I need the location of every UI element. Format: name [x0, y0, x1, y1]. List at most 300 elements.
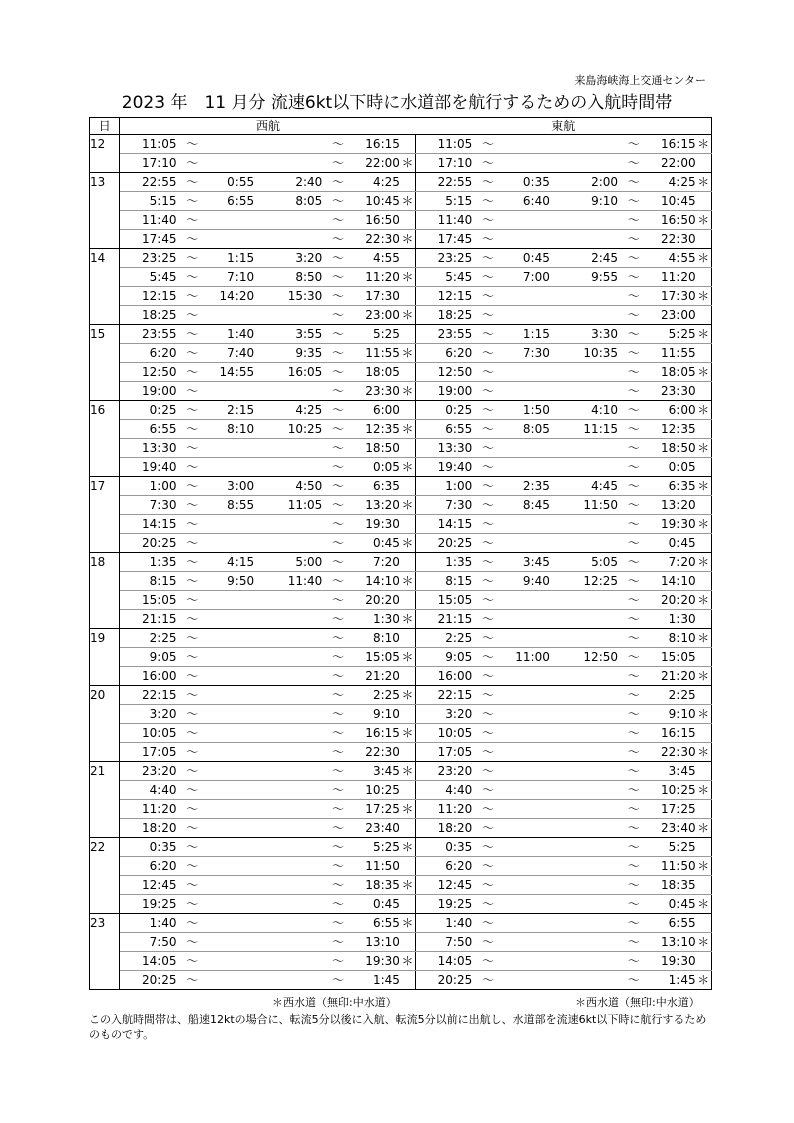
west-start-time: 12:15 — [120, 287, 177, 306]
east-west-channel-mark — [696, 306, 712, 325]
west-tilde: ～ — [177, 838, 208, 857]
east-end-time: 11:20 — [649, 268, 695, 287]
east-end-time: 6:00 — [649, 401, 695, 420]
east-break-start — [504, 135, 550, 154]
day-cell: 21 — [90, 762, 120, 781]
west-tilde: ～ — [322, 211, 353, 230]
west-break-end — [254, 971, 322, 990]
day-cell — [90, 344, 120, 363]
west-tilde: ～ — [177, 705, 208, 724]
east-tilde: ～ — [472, 743, 503, 762]
east-tilde: ～ — [618, 230, 649, 249]
west-break-end: 11:05 — [254, 496, 322, 515]
east-end-time: 13:20 — [649, 496, 695, 515]
day-cell: 23 — [90, 914, 120, 933]
header-west: 西航 — [120, 118, 416, 135]
east-end-time: 5:25 — [649, 838, 695, 857]
header-day: 日 — [90, 118, 120, 135]
west-break-end: 4:25 — [254, 401, 322, 420]
west-tilde: ～ — [177, 344, 208, 363]
west-start-time: 11:40 — [120, 211, 177, 230]
west-west-channel-mark: ＊ — [400, 420, 416, 439]
west-break-end — [254, 629, 322, 648]
east-break-start — [504, 800, 550, 819]
west-break-end: 10:25 — [254, 420, 322, 439]
east-tilde: ～ — [618, 553, 649, 572]
east-end-time: 5:25 — [649, 325, 695, 344]
east-break-start: 7:30 — [504, 344, 550, 363]
table-row — [90, 876, 712, 895]
east-tilde: ～ — [472, 211, 503, 230]
day-cell — [90, 496, 120, 515]
west-tilde: ～ — [322, 781, 353, 800]
day-cell — [90, 515, 120, 534]
east-tilde: ～ — [472, 705, 503, 724]
west-start-time: 14:05 — [120, 952, 177, 971]
east-end-time: 3:45 — [649, 762, 695, 781]
west-break-end — [254, 458, 322, 477]
west-tilde: ～ — [177, 971, 208, 990]
east-west-channel-mark: ＊ — [696, 325, 712, 344]
west-break-end — [254, 211, 322, 230]
west-end-time: 14:10 — [354, 572, 400, 591]
east-west-channel-mark: ＊ — [696, 895, 712, 914]
table-row — [90, 306, 712, 325]
east-tilde: ～ — [472, 420, 503, 439]
east-break-start: 2:35 — [504, 477, 550, 496]
west-west-channel-mark — [400, 781, 416, 800]
day-cell — [90, 572, 120, 591]
east-start-time: 12:50 — [416, 363, 473, 382]
east-tilde: ～ — [618, 477, 649, 496]
east-break-end — [550, 363, 618, 382]
east-break-start — [504, 705, 550, 724]
west-start-time: 20:25 — [120, 971, 177, 990]
west-tilde: ～ — [322, 363, 353, 382]
east-tilde: ～ — [618, 173, 649, 192]
table-row — [90, 325, 712, 344]
east-break-start — [504, 591, 550, 610]
east-west-channel-mark: ＊ — [696, 477, 712, 496]
east-start-time: 6:55 — [416, 420, 473, 439]
east-end-time: 0:05 — [649, 458, 695, 477]
west-west-channel-mark: ＊ — [400, 458, 416, 477]
east-tilde: ～ — [618, 933, 649, 952]
day-cell — [90, 458, 120, 477]
west-break-start: 6:55 — [208, 192, 254, 211]
west-start-time: 13:30 — [120, 439, 177, 458]
west-start-time: 9:05 — [120, 648, 177, 667]
east-break-start — [504, 211, 550, 230]
west-tilde: ～ — [177, 268, 208, 287]
west-end-time: 11:55 — [354, 344, 400, 363]
east-break-end — [550, 743, 618, 762]
table-row — [90, 914, 712, 933]
east-west-channel-mark: ＊ — [696, 211, 712, 230]
east-end-time: 23:30 — [649, 382, 695, 401]
day-cell — [90, 363, 120, 382]
east-break-start — [504, 971, 550, 990]
west-end-time: 18:35 — [354, 876, 400, 895]
east-break-start — [504, 933, 550, 952]
east-end-time: 22:30 — [649, 743, 695, 762]
east-tilde: ～ — [618, 895, 649, 914]
east-west-channel-mark: ＊ — [696, 287, 712, 306]
east-end-time: 10:45 — [649, 192, 695, 211]
west-break-end — [254, 230, 322, 249]
west-tilde: ～ — [322, 420, 353, 439]
east-start-time: 12:15 — [416, 287, 473, 306]
east-tilde: ～ — [472, 382, 503, 401]
west-break-end — [254, 781, 322, 800]
west-break-end: 3:20 — [254, 249, 322, 268]
east-break-end — [550, 439, 618, 458]
east-break-end — [550, 135, 618, 154]
west-end-time: 3:45 — [354, 762, 400, 781]
west-break-end: 15:30 — [254, 287, 322, 306]
table-row — [90, 515, 712, 534]
east-break-start — [504, 439, 550, 458]
day-cell: 18 — [90, 553, 120, 572]
east-start-time: 23:25 — [416, 249, 473, 268]
west-break-end: 11:40 — [254, 572, 322, 591]
west-end-time: 13:10 — [354, 933, 400, 952]
east-west-channel-mark: ＊ — [696, 401, 712, 420]
east-tilde: ～ — [618, 401, 649, 420]
east-tilde: ～ — [618, 306, 649, 325]
west-break-end: 9:35 — [254, 344, 322, 363]
west-tilde: ～ — [322, 458, 353, 477]
west-west-channel-mark: ＊ — [400, 306, 416, 325]
east-west-channel-mark: ＊ — [696, 173, 712, 192]
east-tilde: ～ — [618, 743, 649, 762]
west-end-time: 20:20 — [354, 591, 400, 610]
east-tilde: ～ — [618, 781, 649, 800]
west-end-time: 6:55 — [354, 914, 400, 933]
west-break-end — [254, 952, 322, 971]
east-tilde: ～ — [472, 439, 503, 458]
west-tilde: ～ — [177, 686, 208, 705]
table-row — [90, 211, 712, 230]
east-break-end — [550, 686, 618, 705]
west-start-time: 6:20 — [120, 344, 177, 363]
west-break-end — [254, 800, 322, 819]
west-tilde: ～ — [322, 135, 353, 154]
west-west-channel-mark — [400, 325, 416, 344]
east-tilde: ～ — [472, 553, 503, 572]
east-tilde: ～ — [472, 933, 503, 952]
west-tilde: ～ — [322, 686, 353, 705]
east-break-start — [504, 914, 550, 933]
west-break-start — [208, 971, 254, 990]
east-end-time: 18:05 — [649, 363, 695, 382]
east-west-channel-mark — [696, 914, 712, 933]
east-tilde: ～ — [472, 192, 503, 211]
west-start-time: 3:20 — [120, 705, 177, 724]
west-break-start — [208, 895, 254, 914]
east-tilde: ～ — [618, 249, 649, 268]
west-tilde: ～ — [177, 553, 208, 572]
day-cell — [90, 306, 120, 325]
east-break-start: 6:40 — [504, 192, 550, 211]
east-end-time: 17:30 — [649, 287, 695, 306]
east-tilde: ～ — [618, 268, 649, 287]
west-tilde: ～ — [322, 895, 353, 914]
east-end-time: 7:20 — [649, 553, 695, 572]
east-start-time: 7:50 — [416, 933, 473, 952]
west-west-channel-mark — [400, 135, 416, 154]
east-break-start: 8:45 — [504, 496, 550, 515]
west-start-time: 17:05 — [120, 743, 177, 762]
east-break-start — [504, 743, 550, 762]
west-break-start: 0:55 — [208, 173, 254, 192]
east-end-time: 15:05 — [649, 648, 695, 667]
table-row — [90, 439, 712, 458]
east-break-end — [550, 705, 618, 724]
table-row — [90, 686, 712, 705]
west-break-start — [208, 800, 254, 819]
east-break-end — [550, 895, 618, 914]
west-start-time: 0:25 — [120, 401, 177, 420]
west-break-start — [208, 743, 254, 762]
east-tilde: ～ — [618, 610, 649, 629]
east-start-time: 1:00 — [416, 477, 473, 496]
west-end-time: 16:15 — [354, 724, 400, 743]
table-row — [90, 705, 712, 724]
west-break-start — [208, 667, 254, 686]
west-break-end — [254, 135, 322, 154]
east-break-end: 2:00 — [550, 173, 618, 192]
west-start-time: 1:00 — [120, 477, 177, 496]
east-tilde: ～ — [618, 667, 649, 686]
east-tilde: ～ — [472, 971, 503, 990]
west-end-time: 4:25 — [354, 173, 400, 192]
table-row — [90, 971, 712, 990]
east-break-end — [550, 914, 618, 933]
east-tilde: ～ — [618, 591, 649, 610]
west-tilde: ～ — [322, 857, 353, 876]
west-end-time: 22:30 — [354, 230, 400, 249]
west-west-channel-mark — [400, 173, 416, 192]
west-tilde: ～ — [177, 952, 208, 971]
east-start-time: 14:05 — [416, 952, 473, 971]
west-west-channel-mark — [400, 515, 416, 534]
east-tilde: ～ — [618, 496, 649, 515]
east-break-start — [504, 857, 550, 876]
west-tilde: ～ — [177, 420, 208, 439]
west-break-end: 4:50 — [254, 477, 322, 496]
west-break-end — [254, 895, 322, 914]
east-end-time: 21:20 — [649, 667, 695, 686]
day-cell — [90, 724, 120, 743]
east-start-time: 11:20 — [416, 800, 473, 819]
east-tilde: ～ — [472, 458, 503, 477]
east-tilde: ～ — [472, 230, 503, 249]
east-break-end: 10:35 — [550, 344, 618, 363]
east-break-end: 4:45 — [550, 477, 618, 496]
west-start-time: 5:15 — [120, 192, 177, 211]
east-start-time: 22:15 — [416, 686, 473, 705]
east-west-channel-mark: ＊ — [696, 705, 712, 724]
east-break-start — [504, 895, 550, 914]
east-tilde: ～ — [472, 306, 503, 325]
east-tilde: ～ — [618, 458, 649, 477]
east-start-time: 11:40 — [416, 211, 473, 230]
east-start-time: 19:00 — [416, 382, 473, 401]
east-tilde: ～ — [472, 591, 503, 610]
west-west-channel-mark: ＊ — [400, 344, 416, 363]
east-tilde: ～ — [618, 762, 649, 781]
east-break-end — [550, 230, 618, 249]
west-break-end — [254, 838, 322, 857]
west-tilde: ～ — [322, 610, 353, 629]
east-west-channel-mark: ＊ — [696, 135, 712, 154]
east-tilde: ～ — [618, 439, 649, 458]
west-west-channel-mark: ＊ — [400, 686, 416, 705]
west-tilde: ～ — [177, 401, 208, 420]
east-break-start — [504, 629, 550, 648]
west-end-time: 8:10 — [354, 629, 400, 648]
west-end-time: 9:10 — [354, 705, 400, 724]
west-tilde: ～ — [322, 876, 353, 895]
table-row — [90, 154, 712, 173]
west-legend-note: ＊西水道（無印:中水道） — [272, 996, 397, 1009]
west-west-channel-mark: ＊ — [400, 914, 416, 933]
day-cell — [90, 230, 120, 249]
west-break-start — [208, 781, 254, 800]
east-west-channel-mark — [696, 268, 712, 287]
east-start-time: 16:00 — [416, 667, 473, 686]
west-tilde: ～ — [177, 800, 208, 819]
east-west-channel-mark — [696, 724, 712, 743]
east-break-end: 5:05 — [550, 553, 618, 572]
west-tilde: ～ — [322, 173, 353, 192]
west-break-start — [208, 819, 254, 838]
east-tilde: ～ — [472, 724, 503, 743]
table-row — [90, 952, 712, 971]
west-tilde: ～ — [177, 496, 208, 515]
east-break-end: 4:10 — [550, 401, 618, 420]
west-west-channel-mark: ＊ — [400, 876, 416, 895]
east-start-time: 18:25 — [416, 306, 473, 325]
west-break-end: 8:50 — [254, 268, 322, 287]
east-tilde: ～ — [618, 363, 649, 382]
west-tilde: ～ — [322, 914, 353, 933]
west-break-start — [208, 211, 254, 230]
east-break-end — [550, 211, 618, 230]
east-tilde: ～ — [472, 914, 503, 933]
west-end-time: 10:25 — [354, 781, 400, 800]
west-tilde: ～ — [322, 629, 353, 648]
west-tilde: ～ — [322, 648, 353, 667]
east-start-time: 4:40 — [416, 781, 473, 800]
west-break-end: 5:00 — [254, 553, 322, 572]
east-tilde: ～ — [618, 154, 649, 173]
east-break-end — [550, 876, 618, 895]
west-start-time: 11:05 — [120, 135, 177, 154]
west-start-time: 19:00 — [120, 382, 177, 401]
west-tilde: ～ — [177, 857, 208, 876]
east-start-time: 19:25 — [416, 895, 473, 914]
west-start-time: 10:05 — [120, 724, 177, 743]
west-end-time: 18:05 — [354, 363, 400, 382]
west-break-start — [208, 705, 254, 724]
east-tilde: ～ — [618, 857, 649, 876]
west-start-time: 22:55 — [120, 173, 177, 192]
east-tilde: ～ — [618, 420, 649, 439]
east-end-time: 19:30 — [649, 952, 695, 971]
east-tilde: ～ — [618, 287, 649, 306]
west-break-end — [254, 914, 322, 933]
day-cell — [90, 971, 120, 990]
east-tilde: ～ — [618, 724, 649, 743]
east-break-end — [550, 458, 618, 477]
east-end-time: 1:30 — [649, 610, 695, 629]
west-start-time: 6:55 — [120, 420, 177, 439]
west-break-end — [254, 306, 322, 325]
west-start-time: 1:40 — [120, 914, 177, 933]
east-tilde: ～ — [618, 572, 649, 591]
day-cell — [90, 420, 120, 439]
east-end-time: 2:25 — [649, 686, 695, 705]
west-tilde: ～ — [177, 876, 208, 895]
west-west-channel-mark: ＊ — [400, 952, 416, 971]
east-start-time: 7:30 — [416, 496, 473, 515]
west-tilde: ～ — [177, 287, 208, 306]
east-end-time: 23:00 — [649, 306, 695, 325]
west-end-time: 22:00 — [354, 154, 400, 173]
east-start-time: 20:25 — [416, 971, 473, 990]
west-start-time: 21:15 — [120, 610, 177, 629]
east-west-channel-mark — [696, 154, 712, 173]
west-break-start: 8:55 — [208, 496, 254, 515]
east-end-time: 18:50 — [649, 439, 695, 458]
east-west-channel-mark — [696, 686, 712, 705]
east-tilde: ～ — [472, 686, 503, 705]
west-west-channel-mark — [400, 933, 416, 952]
east-break-start: 3:45 — [504, 553, 550, 572]
west-start-time: 6:20 — [120, 857, 177, 876]
east-tilde: ～ — [472, 838, 503, 857]
west-end-time: 16:15 — [354, 135, 400, 154]
east-break-end — [550, 306, 618, 325]
east-break-start — [504, 610, 550, 629]
table-row — [90, 401, 712, 420]
west-tilde: ～ — [322, 534, 353, 553]
west-break-start — [208, 135, 254, 154]
east-start-time: 17:10 — [416, 154, 473, 173]
west-start-time: 19:40 — [120, 458, 177, 477]
west-start-time: 7:50 — [120, 933, 177, 952]
day-cell: 16 — [90, 401, 120, 420]
east-tilde: ～ — [618, 876, 649, 895]
west-tilde: ～ — [177, 230, 208, 249]
west-break-start — [208, 648, 254, 667]
west-tilde: ～ — [322, 439, 353, 458]
table-row — [90, 249, 712, 268]
west-tilde: ～ — [322, 325, 353, 344]
day-cell — [90, 895, 120, 914]
west-start-time: 17:45 — [120, 230, 177, 249]
west-start-time: 4:40 — [120, 781, 177, 800]
west-end-time: 0:05 — [354, 458, 400, 477]
west-west-channel-mark: ＊ — [400, 610, 416, 629]
table-row — [90, 287, 712, 306]
east-start-time: 17:05 — [416, 743, 473, 762]
west-tilde: ～ — [177, 933, 208, 952]
east-end-time: 19:30 — [649, 515, 695, 534]
west-tilde: ～ — [177, 306, 208, 325]
